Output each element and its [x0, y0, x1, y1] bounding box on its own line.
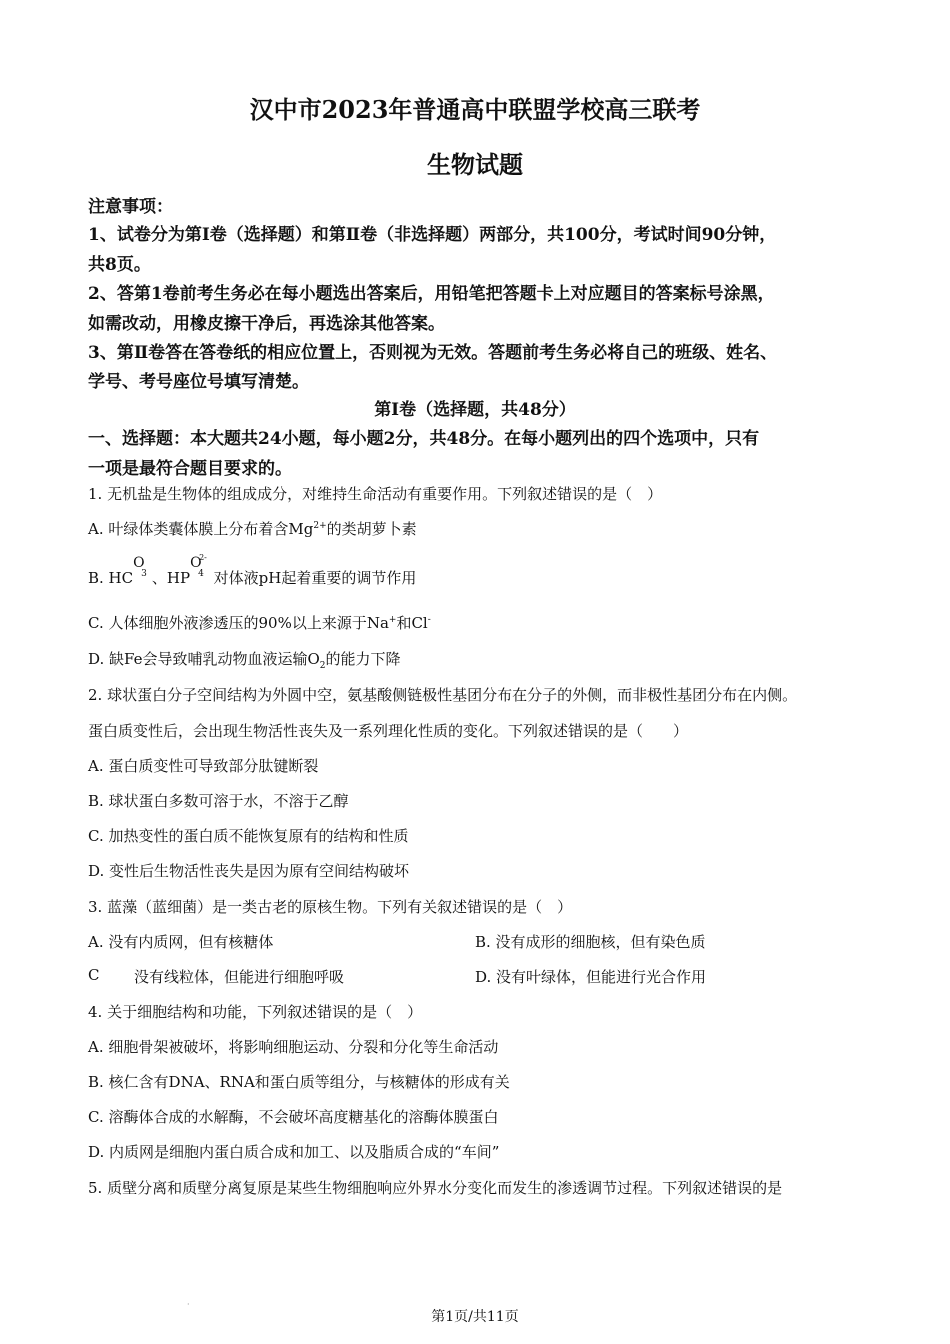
q1-option-c-text-mid: 和Cl [396, 614, 428, 632]
q2-option-c: C. 加热变性的蛋白质不能恢复原有的结构和性质 [88, 827, 409, 845]
q1-ion-2-o: O [190, 555, 202, 571]
notice-item-1-line-1: 1、试卷分为第Ⅰ卷（选择题）和第Ⅱ卷（非选择题）两部分，共100分，考试时间90分钟， [88, 225, 777, 245]
q1-option-c-sup-1: + [388, 615, 397, 625]
q3-option-b: B. 没有成形的细胞核，但有染色质 [475, 933, 706, 951]
notice-item-2-line-2: 如需改动，用橡皮擦干净后，再选涂其他答案。 [88, 314, 445, 334]
notice-item-3-line-2: 学号、考号座位号填写清楚。 [88, 372, 309, 392]
q1-stem: 1. 无机盐是生物体的组成成分，对维持生命活动有重要作用。下列叙述错误的是（ ） [88, 485, 663, 503]
notice-item-1-line-2: 共8页。 [88, 255, 151, 275]
q1-option-a-text-end: 的类胡萝卜素 [326, 520, 417, 538]
q1-option-b-ion-1 [133, 555, 147, 585]
q1-option-d-text-end: 的能力下降 [325, 650, 401, 668]
q1-ion-1-subscript: 3 [141, 569, 147, 579]
q1-option-d-text: D. 缺Fe会导致哺乳动物血液运输O [88, 650, 320, 668]
q2-option-b: B. 球状蛋白多数可溶于水，不溶于乙醇 [88, 792, 349, 810]
q4-option-c: C. 溶酶体合成的水解酶，不会破坏高度糖基化的溶酶体膜蛋白 [88, 1108, 499, 1126]
q1-option-c-text: C. 人体细胞外液渗透压的90%以上来源于Na [88, 614, 389, 632]
q1-option-c [88, 612, 431, 633]
footer-mark: · [187, 1300, 190, 1309]
q4-option-a: A. 细胞骨架被破坏，将影响细胞运动、分裂和分化等生命活动 [88, 1038, 499, 1056]
q3-option-c: 没有线粒体，但能进行细胞呼吸 [134, 968, 345, 986]
page-number: 第1页/共11页 [431, 1309, 519, 1325]
q2-option-d: D. 变性后生物活性丧失是因为原有空间结构破坏 [88, 862, 410, 880]
q1-option-d [88, 648, 401, 671]
q1-option-b [88, 553, 417, 588]
q3-option-a: A. 没有内质网，但有核糖体 [88, 933, 274, 951]
section-instruction-line-2: 一项是最符合题目要求的。 [88, 459, 292, 479]
section-instruction-line-1: 一、选择题：本大题共24小题，每小题2分，共48分。在每小题列出的四个选项中，只有 [88, 429, 760, 449]
q1-option-b-ion-2 [190, 553, 207, 585]
q1-option-a [88, 518, 417, 539]
q5-stem-line-1: 5. 质壁分离和质壁分离复原是某些生物细胞响应外界水分变化而发生的渗透调节过程。下列叙述错误的是 [88, 1179, 783, 1197]
q3-stem: 3. 蓝藻（蓝细菌）是一类古老的原核生物。下列有关叙述错误的是（ ） [88, 898, 573, 916]
q4-option-b: B. 核仁含有DNA、RNA和蛋白质等组分，与核糖体的形成有关 [88, 1073, 510, 1091]
q4-option-d: D. 内质网是细胞内蛋白质合成和加工、以及脂质合成的“车间” [88, 1143, 500, 1161]
q1-option-a-superscript: 2+ [313, 521, 327, 531]
q2-option-a: A. 蛋白质变性可导致部分肽键断裂 [88, 757, 319, 775]
q1-option-d-subscript: 2 [319, 661, 326, 671]
q2-stem-line-1: 2. 球状蛋白分子空间结构为外圆中空，氨基酸侧链极性基团分布在分子的外侧，而非极性基团分布在内侧。 [88, 686, 798, 704]
q3-option-d: D. 没有叶绿体，但能进行光合作用 [475, 968, 707, 986]
notice-item-3-line-1: 3、第Ⅱ卷答在答卷纸的相应位置上，否则视为无效。答题前考生务必将自己的班级、姓名、 [88, 343, 778, 363]
q3-option-c-label: C [88, 966, 100, 984]
q4-stem: 4. 关于细胞结构和功能，下列叙述错误的是（ ） [88, 1003, 423, 1021]
q1-option-c-sup-2: - [427, 615, 431, 625]
exam-subject: 生物试题 [427, 150, 523, 179]
section-title: 第Ⅰ卷（选择题，共48分） [374, 400, 576, 420]
q1-option-b-text-mid: 、HP [151, 569, 191, 587]
q1-ion-2-subscript: 4 [198, 569, 204, 579]
notice-item-2-line-1: 2、答第1卷前考生务必在每小题选出答案后，用铅笔把答题卡上对应题目的答案标号涂黑， [88, 284, 775, 304]
q1-option-a-text: A. 叶绿体类囊体膜上分布着含Mg [88, 520, 314, 538]
exam-title: 汉中市2023年普通高中联盟学校高三联考 [249, 95, 701, 124]
q1-ion-2-charge: 2- [199, 553, 207, 562]
q1-option-b-text-end: 对体液pH起着重要的调节作用 [213, 569, 417, 587]
notice-heading: 注意事项： [88, 197, 173, 217]
q2-stem-line-2: 蛋白质变性后，会出现生物活性丧失及一系列理化性质的变化。下列叙述错误的是（ ） [88, 722, 689, 740]
q1-ion-1-o: O [133, 555, 145, 571]
q1-option-b-text: B. HC [88, 569, 134, 587]
